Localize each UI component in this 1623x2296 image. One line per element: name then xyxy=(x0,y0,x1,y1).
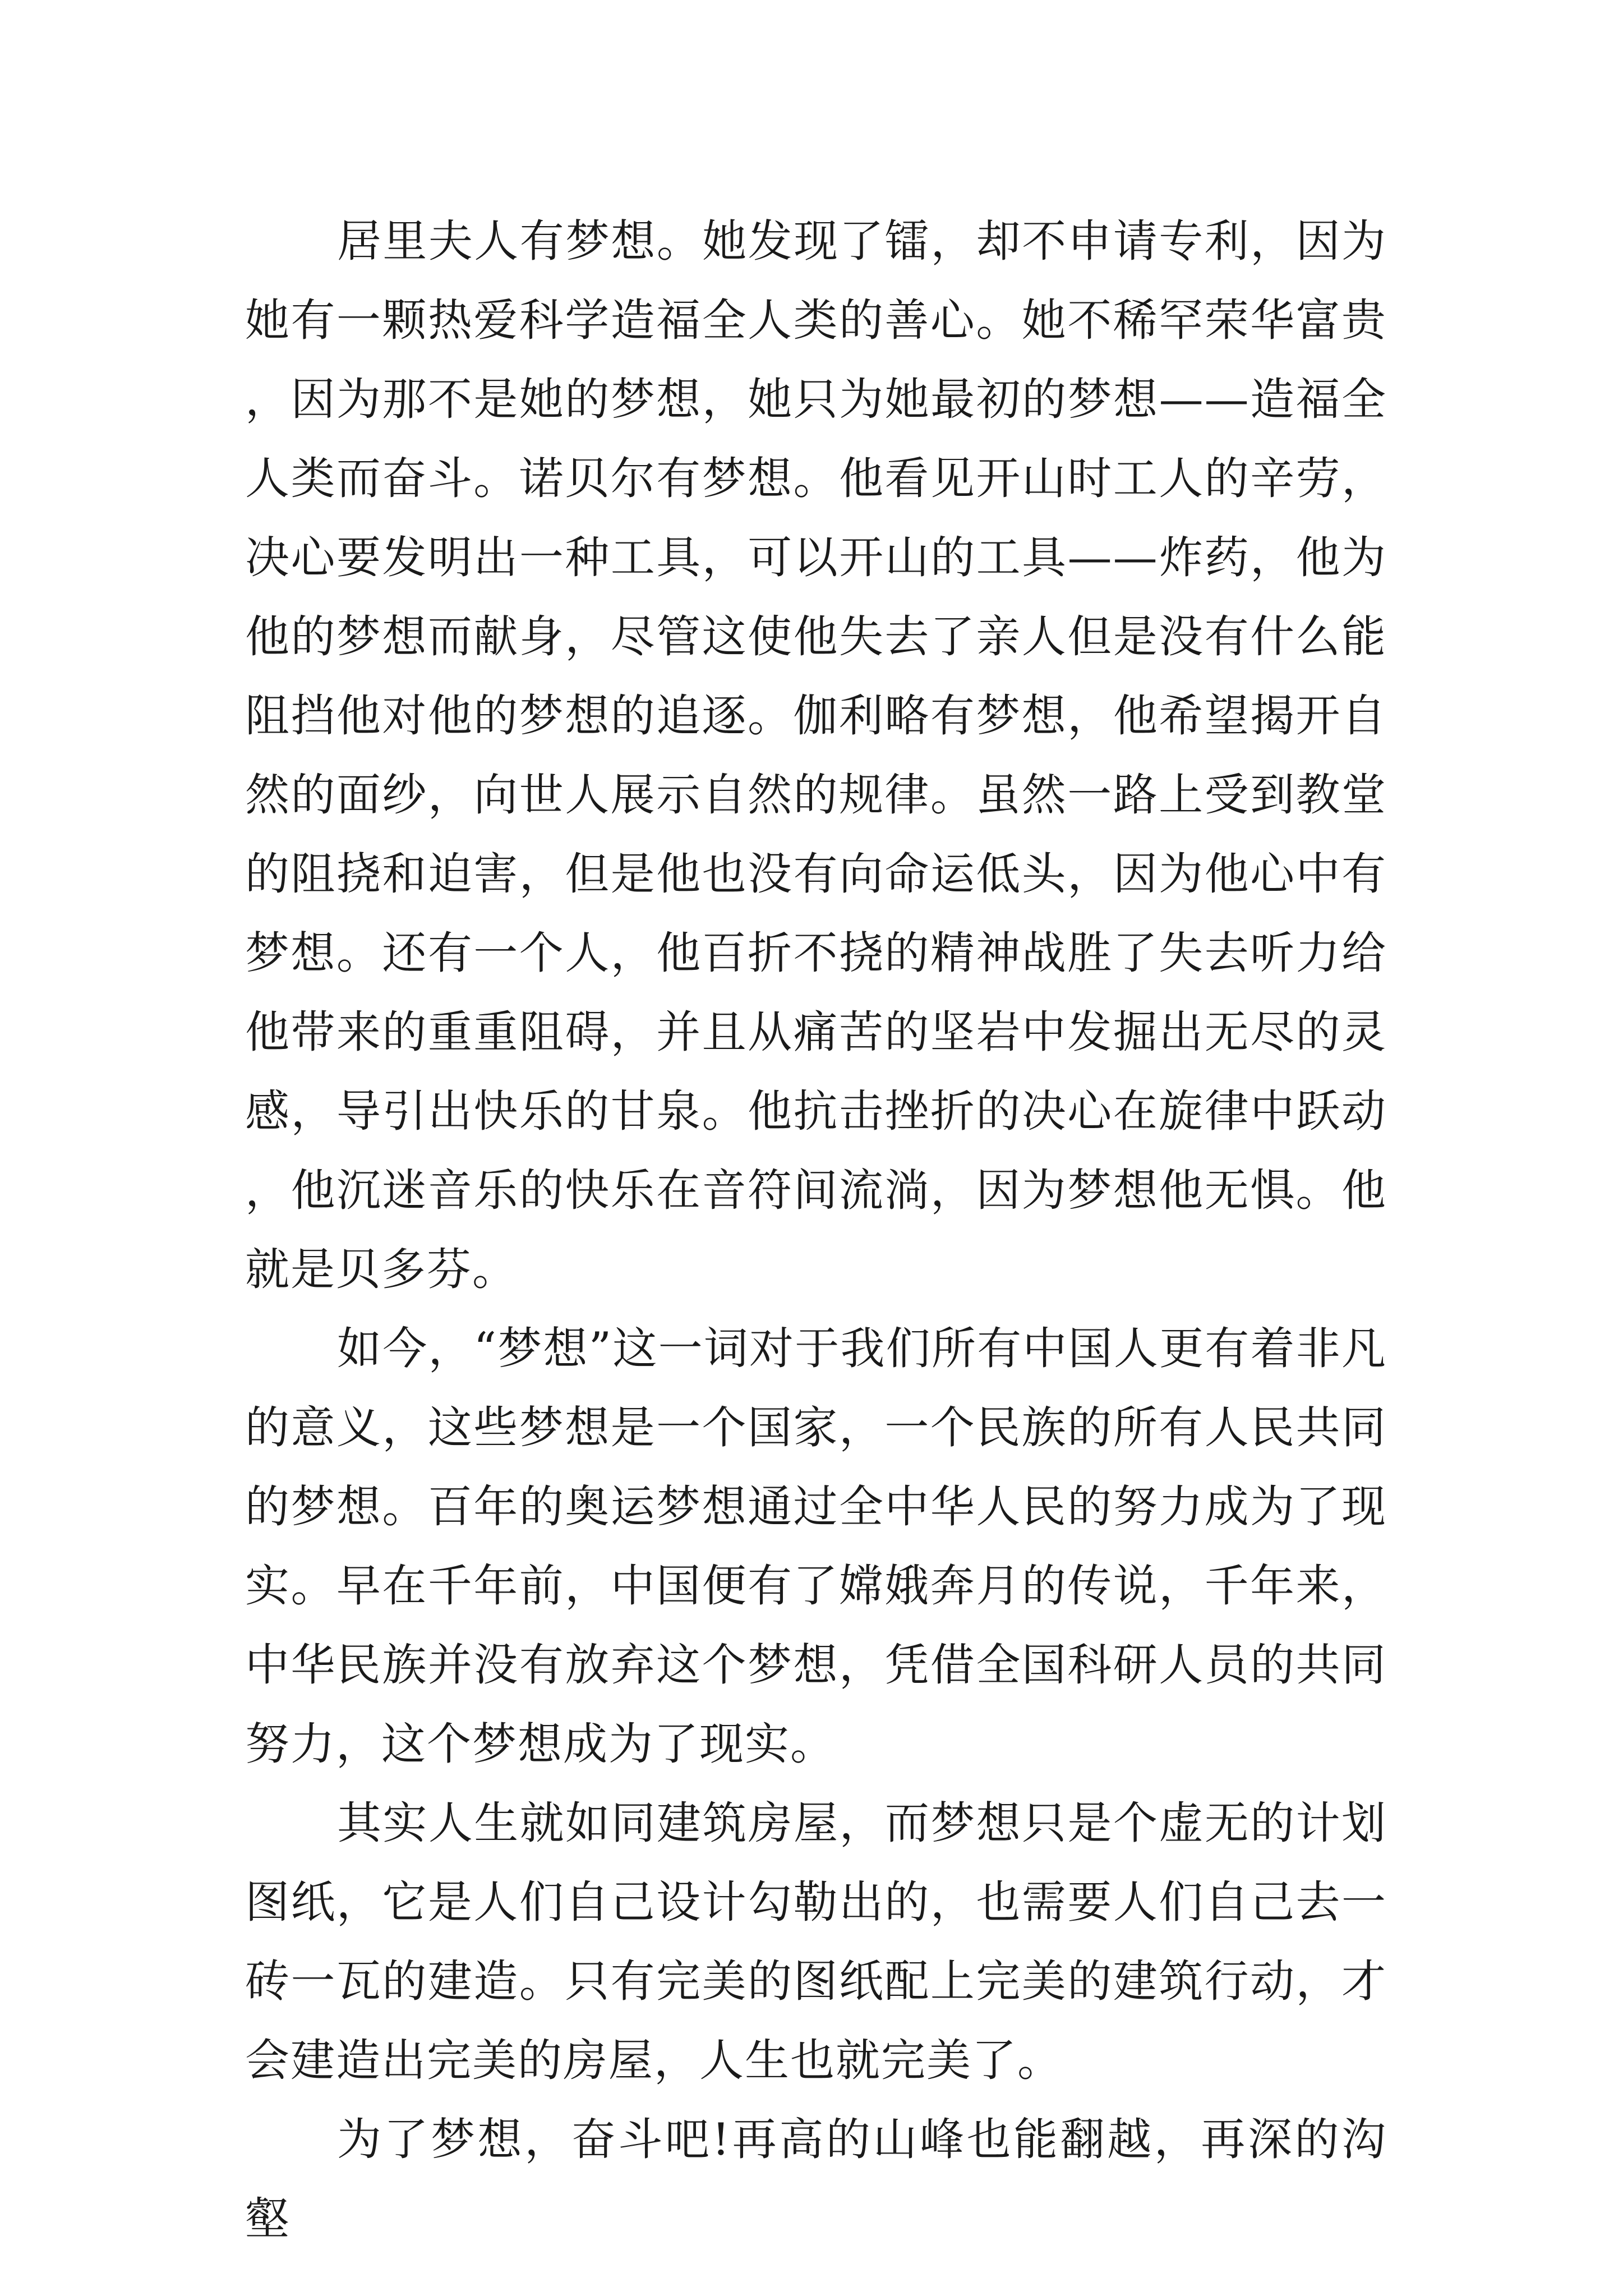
paragraph-national-dream: 如今，“梦想”这一词对于我们所有中国人更有着非凡的意义，这些梦想是一个国家，一个民族的所有人民共同的梦想。百年的奥运梦想通过全中华人民的努力成为了现实。早在千年前，中国便有了嫦娥奔月的传说，千年来，中华民族并没有放弃这个梦想，凭借全国科研人员的共同努力，这个梦想成为了现实。 xyxy=(245,1323,1387,1770)
paragraph-dreamers: 居里夫人有梦想。她发现了镭，却不申请专利，因为她有一颗热爱科学造福全人类的善心。她不稀罕荣华富贵，因为那不是她的梦想，她只为她最初的梦想——造福全人类而奋斗。诺贝尔有梦想。他看见开山时工人的辛劳，决心要发明出一种工具，可以开山的工具——炸药，他为他的梦想而献身，尽管这使他失去了亲人但是没有什么能阻挡他对他的梦想的追逐。伽利略有梦想，他希望揭开自然的面纱，向世人展示自然的规律。虽然一路上受到教堂的阻挠和迫害，但是他也没有向命运低头，因为他心中有梦想。还有一个人，他百折不挠的精神战胜了失去听力给他带来的重重阻碍，并且从痛苦的坚岩中发掘出无尽的灵感，导引出快乐的甘泉。他抗击挫折的决心在旋律中跃动，他沉迷音乐的快乐在音符间流淌，因为梦想他无惧。他就是贝多芬。 xyxy=(245,215,1387,1295)
paragraph-life-building: 其实人生就如同建筑房屋，而梦想只是个虚无的计划图纸，它是人们自己设计勾勒出的，也需要人们自己去一砖一瓦的建造。只有完美的图纸配上完美的建筑行动，才会建造出完美的房屋，人生也就完美了。 xyxy=(245,1797,1387,2086)
essay-body xyxy=(245,202,1387,2258)
paragraph-strive: 为了梦想，奋斗吧!再高的山峰也能翻越，再深的沟壑 xyxy=(245,2114,1387,2244)
